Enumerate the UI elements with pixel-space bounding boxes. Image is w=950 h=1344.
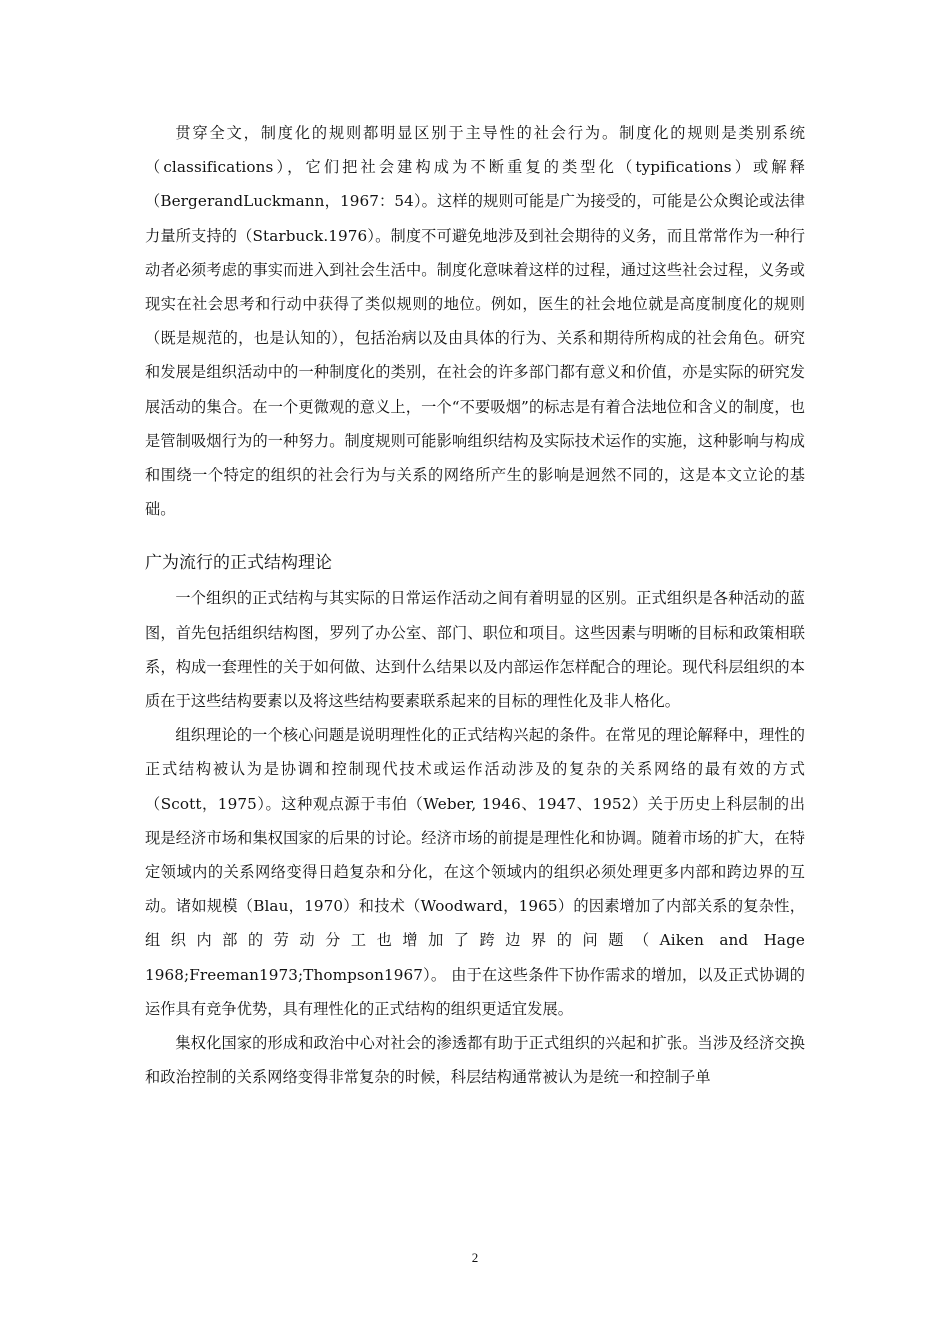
paragraph-organization-theory: 组织理论的一个核心问题是说明理性化的正式结构兴起的条件。在常见的理论解释中，理性的正式结构被认为是协调和控制现代技术或运作活动涉及的复杂的关系网络的最有效的方式（Scott，1975）。这种观点源于韦伯（Weber, 1946、1947、1952）关于历史上科层制的出现是经济市场和集权国家的后果的讨论。经济市场的前提是理性化和协调。随着市场的扩大，在特定领域内的关系网络变得日趋复杂和分化，在这个领域内的组织必须处理更多内部和跨边界的互动。诸如规模（Blau，1970）和技术（Woodward，1965）的因素增加了内部关系的复杂性，组织内部的劳动分工也增加了跨边界的问题（Aiken and Hage 1968;Freeman1973;Thompson1967）。 由于在这些条件下协作需求的增加，以及正式协调的运作具有竞争优势，具有理性化的正式结构的组织更适宜发展。	[145, 726, 805, 1018]
paragraph-formal-structure: 一个组织的正式结构与其实际的日常运作活动之间有着明显的区别。正式组织是各种活动的蓝图，首先包括组织结构图，罗列了办公室、部门、职位和项目。这些因素与明晰的目标和政策相联系，构成一套理性的关于如何做、达到什么结果以及内部运作怎样配合的理论。现代科层组织的本质在于这些结构要素以及将这些结构要素联系起来的目标的理性化及非人格化。	[145, 589, 805, 711]
paragraph-institutional-rules: 贯穿全文，制度化的规则都明显区别于主导性的社会行为。制度化的规则是类别系统（classifications），它们把社会建构成为不断重复的类型化（typifications）或解释（BergerandLuckmann，1967：54）。这样的规则可能是广为接受的，可能是公众舆论或法律力量所支持的（Starbuck.1976）。制度不可避免地涉及到社会期待的义务，而且常常作为一种行动者必须考虑的事实而进入到社会生活中。制度化意味着这样的过程，通过这些社会过程，义务或现实在社会思考和行动中获得了类似规则的地位。例如，医生的社会地位就是高度制度化的规则（既是规范的，也是认知的），包括治病以及由具体的行为、关系和期待所构成的社会角色。研究和发展是组织活动中的一种制度化的类别，在社会的许多部门都有意义和价值，亦是实际的研究发展活动的集合。在一个更微观的意义上，一个“不要吸烟”的标志是有着合法地位和含义的制度，也是管制吸烟行为的一种努力。制度规则可能影响组织结构及实际技术运作的实施，这种影响与构成和围绕一个特定的组织的社会行为与关系的网络所产生的影响是迥然不同的，这是本文立论的基础。	[145, 124, 805, 519]
document-body	[145, 116, 805, 1094]
paragraph-centralized-state: 集权化国家的形成和政治中心对社会的渗透都有助于正式组织的兴起和扩张。当涉及经济交换和政治控制的关系网络变得非常复杂的时候，科层结构通常被认为是统一和控制子单	[145, 1034, 805, 1087]
page-number: 2	[471, 1250, 479, 1265]
section-heading: 广为流行的正式结构理论	[145, 553, 332, 574]
